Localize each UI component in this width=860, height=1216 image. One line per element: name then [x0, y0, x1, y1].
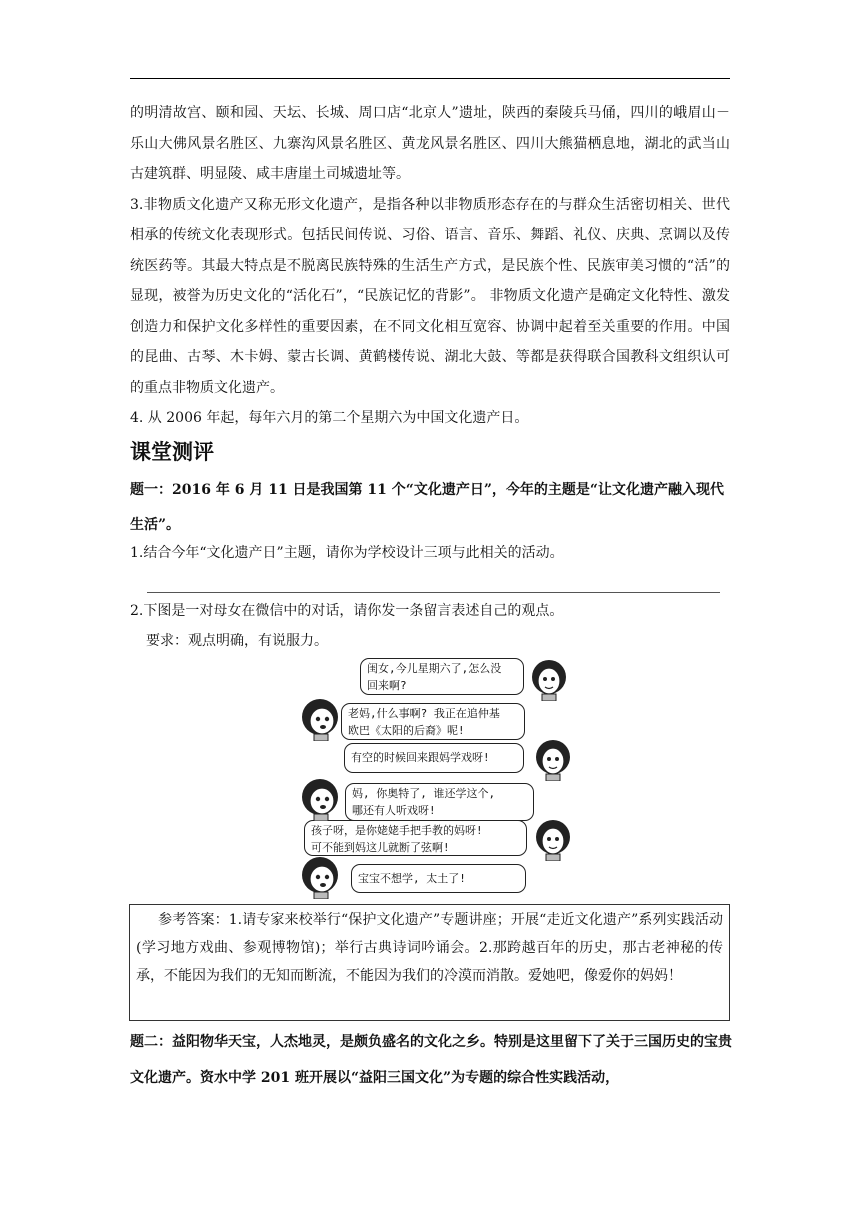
mother-avatar-icon [534, 817, 572, 861]
heritage-list-paragraph: 的明清故宫、颐和园、天坛、长城、周口店“北京人”遗址，陕西的秦陵兵马俑，四川的峨眉山－乐山大佛风景名胜区、九寨沟风景名胜区、黄龙风景名胜区、四川大熊猫栖息地，湖北的武当山古建筑群、明显陵、咸丰唐崖土司城遗址等。 [130, 105, 730, 182]
header-rule [130, 78, 730, 79]
question-1-title: 题一：2016 年 6 月 11 日是我国第 11 个“文化遗产日”，今年的主题是“让文化遗产融入现代生活”。 [130, 482, 724, 533]
daughter-avatar-icon [300, 777, 340, 821]
reference-answer-text: 参考答案：1.请专家来校举行“保护文化遗产”专题讲座；开展“走近文化遗产”系列实践活动(学习地方戏曲、参观博物馆)；举行古典诗词吟诵会。2.那跨越百年的历史，那古老神秘的传承，不能因为我们的无知而断流，不能因为我们的冷漠而消散。爱她吧，像爱你的妈妈！ [136, 912, 723, 984]
question-1-requirement: 要求：观点明确，有说服力。 [146, 633, 328, 649]
answer-blank-line [147, 592, 720, 593]
question-2-title: 题二：益阳物华天宝，人杰地灵，是颇负盛名的文化之乡。特别是这里留下了关于三国历史的宝贵文化遗产。资水中学 201 班开展以“益阳三国文化”为专题的综合性实践活动， [130, 1034, 732, 1086]
chat-bubble-daughter: 宝宝不想学, 太土了! [351, 864, 526, 893]
intro-section [130, 98, 730, 434]
wechat-dialogue-illustration [300, 655, 565, 900]
chat-bubble-mother: 孩子呀，是你姥姥手把手教的妈呀! 可不能到妈这儿就断了弦啊! [304, 820, 527, 856]
point-4-paragraph: 4. 从 2006 年起，每年六月的第二个星期六为中国文化遗产日。 [130, 410, 529, 426]
chat-bubble-mother: 闺女,今儿星期六了,怎么没 回来啊? [360, 658, 524, 695]
point-3-paragraph: 3.非物质文化遗产又称无形文化遗产，是指各种以非物质形态存在的与群众生活密切相关、世代相承的传统文化表现形式。包括民间传说、习俗、语言、音乐、舞蹈、礼仪、庆典、烹调以及传统医药等。其最大特点是不脱离民族特殊的生活生产方式，是民族个性、民族审美习惯的“活”的显现，被誉为历史文化的“活化石”，“民族记忆的背影”。 非物质文化遗产是确定文化特性、激发创造力和保护文化多样性的重要因素，在不同文化相互宽容、协调中起着至关重要的作用。中国的昆曲、古琴、木卡姆、蒙古长调、黄鹤楼传说、湖北大鼓、等都是获得联合国教科文组织认可的重点非物质文化遗产。 [130, 196, 730, 396]
mother-avatar-icon [530, 657, 568, 701]
reference-answer-box [129, 904, 730, 1021]
daughter-avatar-icon [300, 855, 340, 899]
chat-bubble-daughter: 老妈,什么事啊? 我正在追仲基 欧巴《太阳的后裔》呢! [341, 703, 525, 740]
chat-bubble-daughter: 妈, 你奥特了, 谁还学这个, 哪还有人听戏呀! [345, 783, 534, 821]
question-1-item-2: 2.下图是一对母女在微信中的对话，请你发一条留言表述自己的观点。 [130, 603, 564, 619]
section-title: 课堂测评 [130, 440, 214, 464]
mother-avatar-icon [534, 737, 572, 781]
chat-bubble-mother: 有空的时候回来跟妈学戏呀! [344, 743, 524, 773]
daughter-avatar-icon [300, 697, 340, 741]
question-1-item-1: 1.结合今年“文化遗产日”主题，请你为学校设计三项与此相关的活动。 [130, 545, 564, 561]
